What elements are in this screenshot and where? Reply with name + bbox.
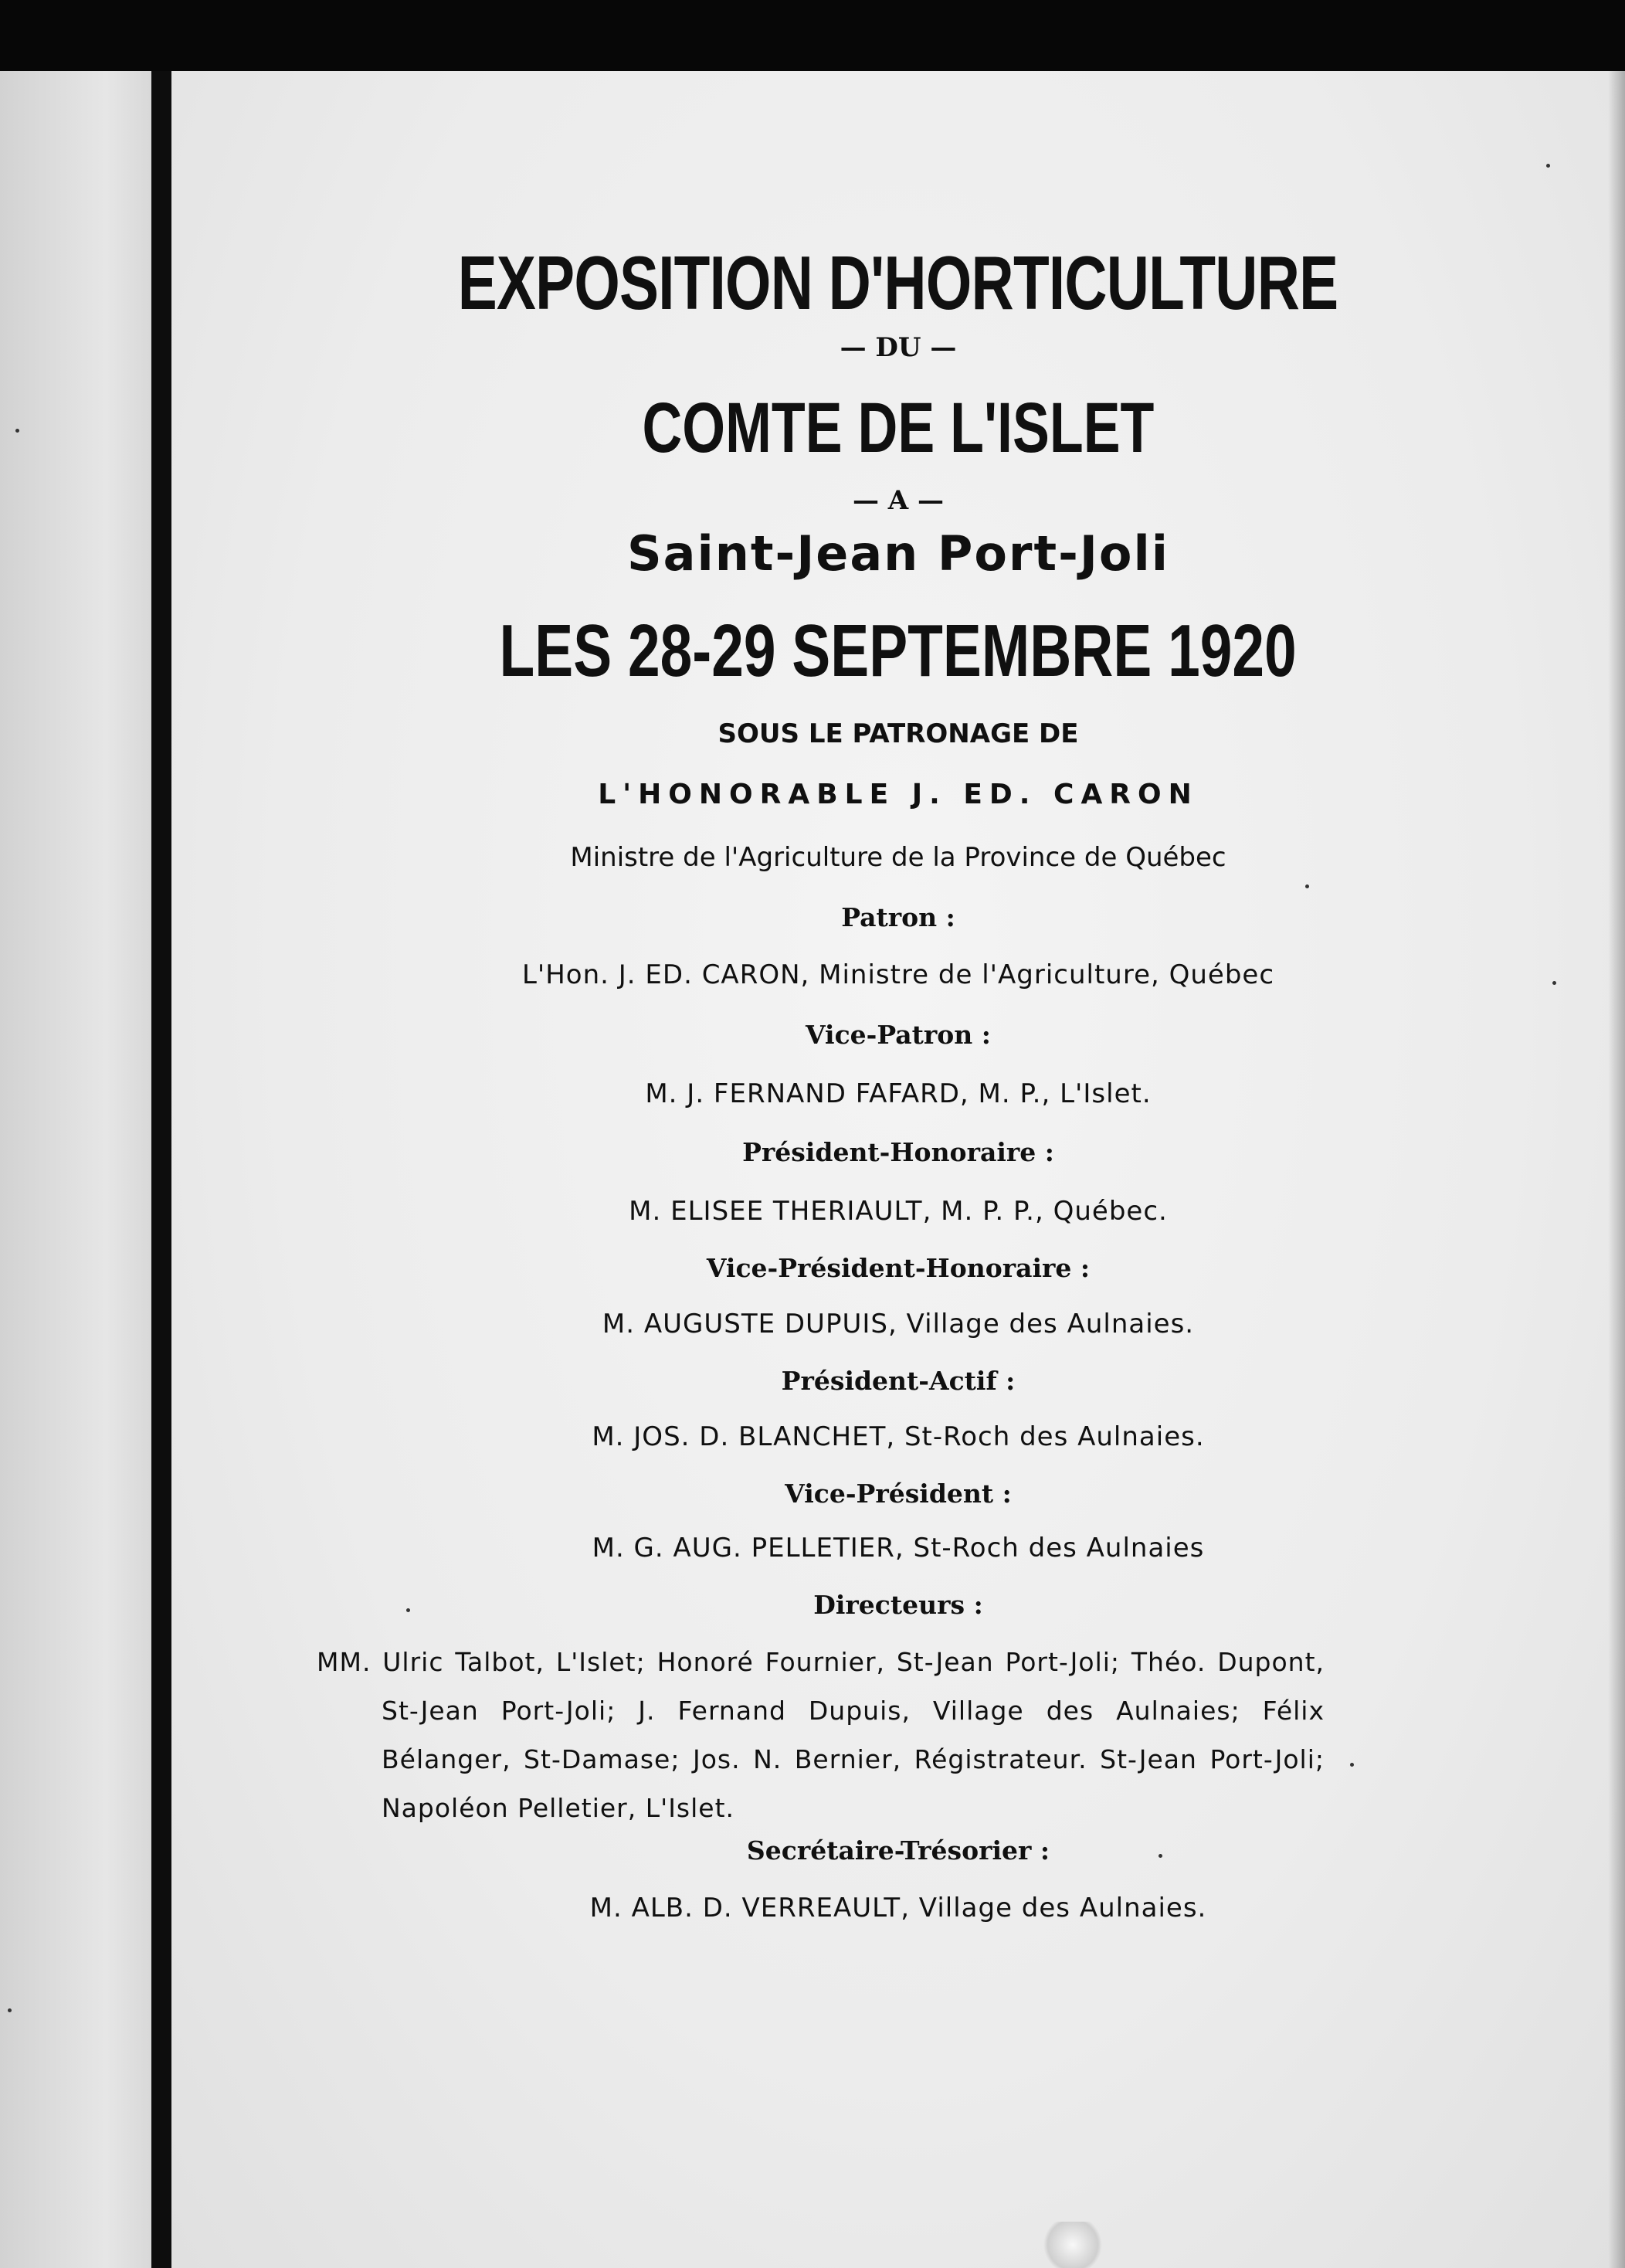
role-value: M. AUGUSTE DUPUIS, Village des Aulnaies. xyxy=(602,1309,1195,1339)
event-dates: LES 28-29 SEPTEMBRE 1920 xyxy=(499,609,1298,692)
patronage-intro: SOUS LE PATRONAGE DE xyxy=(718,718,1079,749)
paper-damage-mark xyxy=(1038,2222,1108,2268)
directors-list: MM. Ulric Talbot, L'Islet; Honoré Fournier, St-Jean Port-Joli; Théo. Dupont, St-Jean Port-Joli; J. Fernand Dupuis, Village des Aulnaies; Félix Bélanger, St-Damase; Jos. N. Bernier, Régistrateur. St-Jean Port-Joli; Napoléon Pelletier, L'Islet. xyxy=(317,1647,1325,1823)
role-heading: Vice-Patron : xyxy=(806,1020,991,1050)
role-heading: Président-Actif : xyxy=(781,1366,1016,1396)
role-heading: Vice-Président-Honoraire : xyxy=(706,1253,1091,1283)
patron-name: L'HONORABLE J. ED. CARON xyxy=(598,779,1199,810)
role-heading: Patron : xyxy=(841,902,955,932)
facing-page-edge xyxy=(0,71,151,2268)
dust-speck xyxy=(8,2008,12,2012)
dust-speck xyxy=(15,429,19,433)
connector-a: — A — xyxy=(852,485,945,516)
role-heading: Vice-Président : xyxy=(785,1479,1012,1509)
dust-speck xyxy=(1305,884,1309,888)
dust-speck xyxy=(1350,1763,1354,1767)
exhibition-title: EXPOSITION D'HORTICULTURE xyxy=(458,240,1338,325)
secretary-heading: Secrétaire-Trésorier : xyxy=(746,1835,1050,1866)
scan-top-border xyxy=(0,0,1625,71)
connector-du: — DU — xyxy=(840,332,957,363)
county-title: COMTE DE L'ISLET xyxy=(642,389,1155,467)
role-value: L'Hon. J. ED. CARON, Ministre de l'Agriculture, Québec xyxy=(521,959,1275,990)
binding-gutter xyxy=(151,71,171,2268)
location-title: Saint-Jean Port-Joli xyxy=(626,525,1170,582)
role-value: M. JOS. D. BLANCHET, St-Roch des Aulnaies. xyxy=(592,1421,1205,1452)
directors-heading: Directeurs : xyxy=(813,1590,983,1620)
patron-role: Ministre de l'Agriculture de la Province de Québec xyxy=(570,842,1226,873)
secretary-value: M. ALB. D. VERREAULT, Village des Aulnaies. xyxy=(589,1893,1207,1923)
role-heading: Président-Honoraire : xyxy=(742,1137,1054,1167)
role-value: M. ELISEE THERIAULT, M. P. P., Québec. xyxy=(629,1196,1168,1227)
role-value: M. J. FERNAND FAFARD, M. P., L'Islet. xyxy=(645,1078,1152,1109)
role-value: M. G. AUG. PELLETIER, St-Roch des Aulnaies xyxy=(592,1533,1205,1563)
dust-speck xyxy=(1546,164,1550,168)
